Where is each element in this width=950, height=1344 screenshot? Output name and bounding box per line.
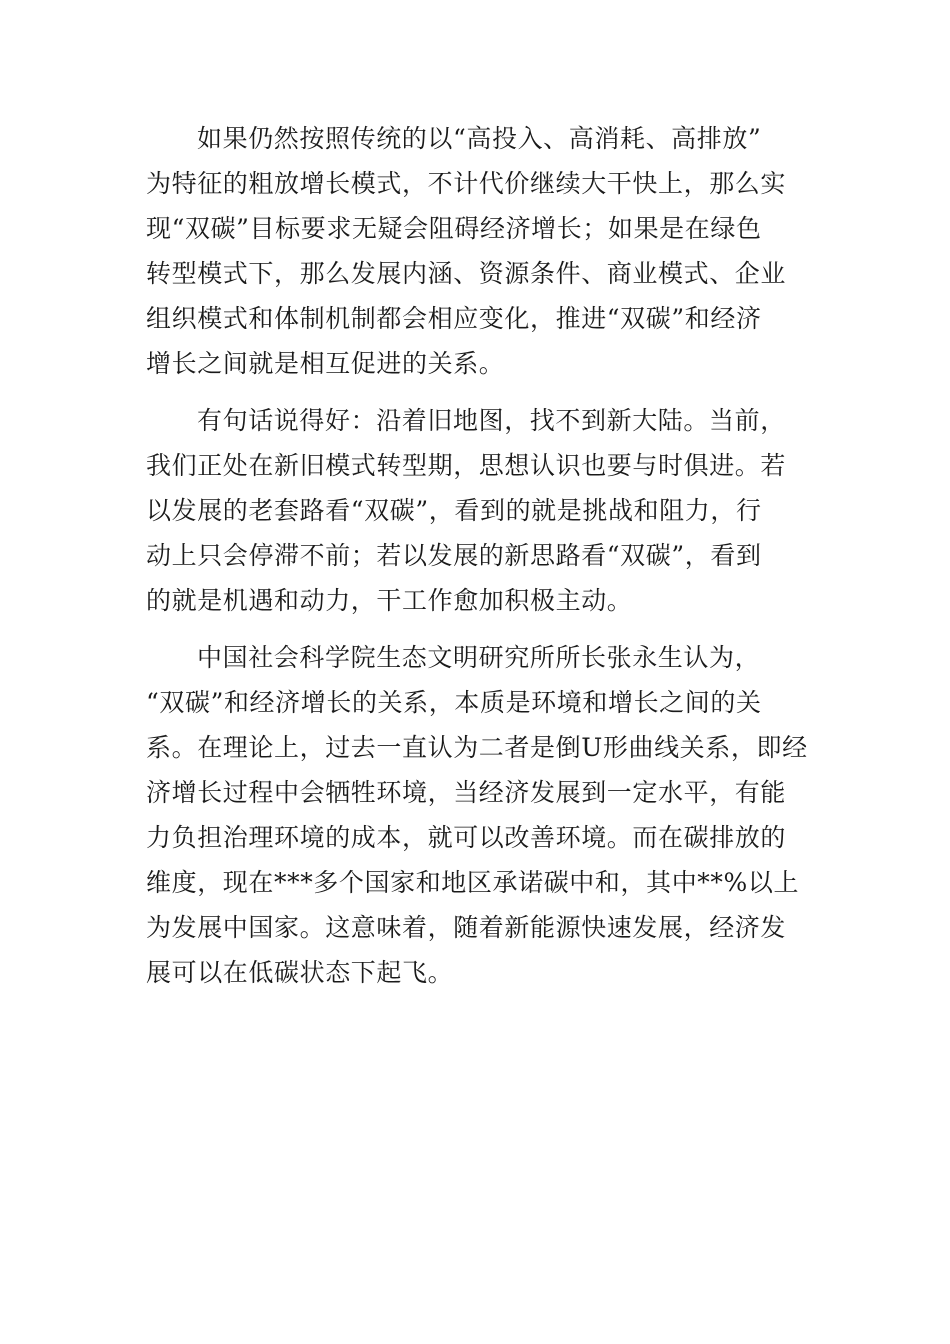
document-body [146,116,806,1007]
paragraph-line: 展可以在低碳状态下起飞。 [146,958,454,987]
paragraph-line: 为特征的粗放增长模式，不计代价继续大干快上，那么实 [146,169,787,198]
paragraph-line: 中国社会科学院生态文明研究所所长张永生认为， [197,643,761,672]
paragraph-line: 现“双碳”目标要求无疑会阻碍经济增长；如果是在绿色 [146,214,762,243]
paragraph-line: 如果仍然按照传统的以“高投入、高消耗、高排放” [197,124,762,153]
paragraph-line: 系。在理论上，过去一直认为二者是倒U形曲线关系，即经 [146,733,808,762]
paragraph-line: 以发展的老套路看“双碳”，看到的就是挑战和阻力，行 [146,496,762,525]
paragraph-2 [146,398,806,623]
paragraph-line: 组织模式和体制机制都会相应变化，推进“双碳”和经济 [146,304,762,333]
paragraph-line: 的就是机遇和动力，干工作愈加积极主动。 [146,586,633,615]
paragraph-line: 有句话说得好：沿着旧地图，找不到新大陆。当前， [197,406,786,435]
paragraph-line: 动上只会停滞不前；若以发展的新思路看“双碳”，看到 [146,541,762,570]
paragraph-line: 济增长过程中会牺牲环境，当经济发展到一定水平，有能 [146,778,787,807]
paragraph-line: 为发展中国家。这意味着，随着新能源快速发展，经济发 [146,913,787,942]
paragraph-line: “双碳”和经济增长的关系，本质是环境和增长之间的关 [146,688,762,717]
paragraph-line: 力负担治理环境的成本，就可以改善环境。而在碳排放的 [146,823,787,852]
paragraph-3 [146,635,806,995]
paragraph-line: 转型模式下，那么发展内涵、资源条件、商业模式、企业 [146,259,787,288]
paragraph-line: 维度，现在***多个国家和地区承诺碳中和，其中**%以上 [146,868,800,897]
paragraph-line: 增长之间就是相互促进的关系。 [146,349,505,378]
paragraph-line: 我们正处在新旧模式转型期，思想认识也要与时俱进。若 [146,451,787,480]
paragraph-1 [146,116,806,386]
